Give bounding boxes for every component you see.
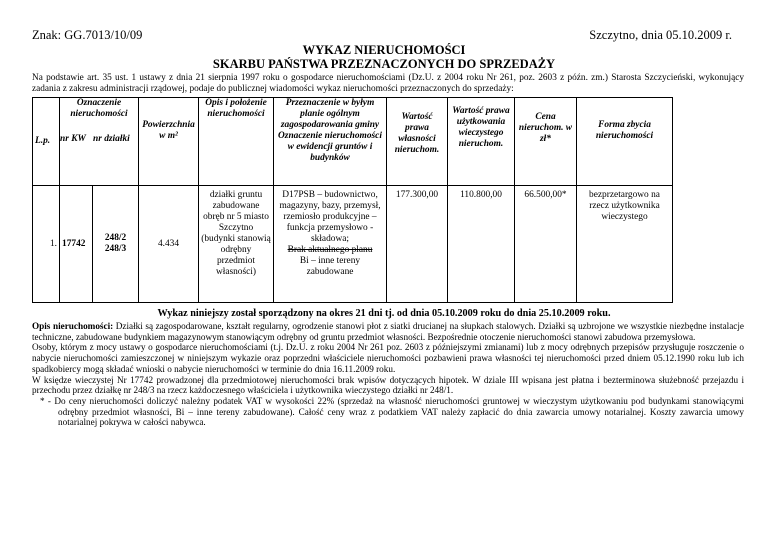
- notes-vat-paragraph: * - Do ceny nieruchomości doliczyć należny podatek VAT w wysokości 22% (sprzedaż na własność nieruchomości gruntowej w wieczystym użytkowaniu pod budynkami stanowiącymi odrębny przedmiot własności, Bi – inne tereny zabudowane). Całość ceny wraz z podatkiem VAT należy zapłacić do dnia zawarcia umowy notarialnej. Koszty zawarcia umowy notarialnej pokrywa w całości nabywca.: [40, 395, 744, 428]
- document-reference: Znak: GG.7013/10/09: [32, 28, 143, 42]
- header-cena: Cena nieruchom. w zł*: [515, 98, 577, 186]
- header-forma-zbycia: Forma zbycia nieruchomości: [577, 98, 673, 186]
- row-nr-dzialki: [93, 186, 139, 303]
- notes-opis-paragraph: [32, 321, 744, 342]
- row-powierzchnia: 4.434: [139, 186, 199, 303]
- header-nr-dzialki: nr działki: [93, 134, 130, 144]
- notes-opis-label: Opis nieruchomości:: [32, 321, 114, 331]
- intro-paragraph: Na podstawie art. 35 ust. 1 ustawy z dnia 21 sierpnia 1997 roku o gospodarce nieruchomościami (Dz.U. z 2004 roku Nr 261, poz. 2603 z późn. zm.) Starosta Szczycieński, wykonujący zadania z zakresu administracji rządowej, podaje do publicznej wiadomości wykaz nieruchomości przeznaczonych do sprzedaży:: [32, 73, 744, 94]
- notes-claims-paragraph: Osoby, którym z mocy ustawy o gospodarce nieruchomościami (t.j. Dz.U. z roku 2004 Nr 261 poz. 2603 z późniejszymi zmianami) lub z mocy odrębnych przepisów przysługuje roszczenie o nabycie nieruchomości zamieszczonej w niniejszym wykazie oraz poprzedni właściciele nieruchomości pozbawieni prawa własności tej nieruchomości przed dniem 05.12.1990 roku lub ich spadkobiercy mogą składać wnioski o nabycie nieruchomości w terminie do dnia 16.11.2009 roku.: [32, 342, 744, 374]
- notes-section: [32, 321, 744, 428]
- header-przeznaczenie: Przeznaczenie w byłym planie ogólnym zagospodarowania gminy Oznaczenie nieruchomości w ewidencji gruntów i budynków: [274, 98, 387, 186]
- header-wartosc-wlasnosci: Wartość prawa własności nieruchom.: [387, 98, 448, 186]
- header-oznaczenie-label: Oznaczenie nieruchomości: [70, 98, 128, 119]
- header-powierzchnia: Powierzchnia w m²: [139, 98, 199, 186]
- row-przeznaczenie-top: D17PSB – budownictwo, magazyny, bazy, przemysł, rzemiosło produkcyjne – funkcja przemysłowo -składowa;: [279, 190, 381, 244]
- row-lp: 1.: [33, 186, 60, 303]
- row-nr-kw: 17742: [60, 186, 93, 303]
- row-przeznaczenie: [274, 186, 387, 303]
- row-dzialka-2: 248/3: [104, 244, 127, 254]
- header-nr-kw: nr KW: [60, 134, 86, 144]
- header-oznaczenie: [60, 98, 139, 186]
- row-cena: 66.500,00*: [515, 186, 577, 303]
- place-and-date: Szczytno, dnia 05.10.2009 r.: [589, 28, 732, 42]
- notes-opis-text: Działki są zagospodarowane, kształt regularny, ogrodzenie stanowi płot z siatki drucianej na słupkach stalowych. Działki są uzbrojone we wszystkie niezbędne instalacje techniczne, zabudowane budynkiem magazynowym stanowiącym odrębny od gruntu przedmiot własności. Bezpośrednie otoczenie nieruchomości stanowi zabudowa przemysłowa.: [32, 321, 744, 342]
- row-przeznaczenie-bottom: Bi – inne tereny zabudowane: [299, 256, 361, 277]
- table-row: [33, 186, 673, 303]
- property-table: [32, 97, 673, 303]
- notice-period: Wykaz niniejszy został sporządzony na okres 21 dni tj. od dnia 05.10.2009 roku do dnia 25.10.2009 roku.: [157, 308, 611, 319]
- row-przeznaczenie-strike: Brak aktualnego planu: [287, 245, 373, 255]
- header-lp: L.p.: [33, 98, 60, 186]
- document-subtitle: SKARBU PAŃSTWA PRZEZNACZONYCH DO SPRZEDAŻY: [212, 57, 556, 71]
- row-opis: działki gruntu zabudowane obręb nr 5 miasto Szczytno (budynki stanowią odrębny przedmiot własności): [199, 186, 274, 303]
- row-wartosc-wlasnosci: 177.300,00: [387, 186, 448, 303]
- header-opis: Opis i położenie nieruchomości: [199, 98, 274, 186]
- notes-land-register-paragraph: W księdze wieczystej Nr 17742 prowadzonej dla przedmiotowej nieruchomości brak wpisów dotyczących hipotek. W dziale III wpisana jest płatna i bezterminowa służebność przejazdu i przechodu przez działkę nr 248/3 na rzecz każdoczesnego właściciela i użytkownika wieczystego działki nr 248/1.: [32, 374, 744, 396]
- row-dzialka-1: 248/2: [104, 233, 127, 243]
- row-wartosc-uzytkowania: 110.800,00: [448, 186, 515, 303]
- row-forma-zbycia: bezprzetargowo na rzecz użytkownika wieczystego: [577, 186, 673, 303]
- header-wartosc-uzytkowania: Wartość prawa użytkowania wieczystego nieruchom.: [448, 98, 515, 186]
- table-header-row: [33, 98, 673, 186]
- document-title: WYKAZ NIERUCHOMOŚCI: [302, 43, 466, 57]
